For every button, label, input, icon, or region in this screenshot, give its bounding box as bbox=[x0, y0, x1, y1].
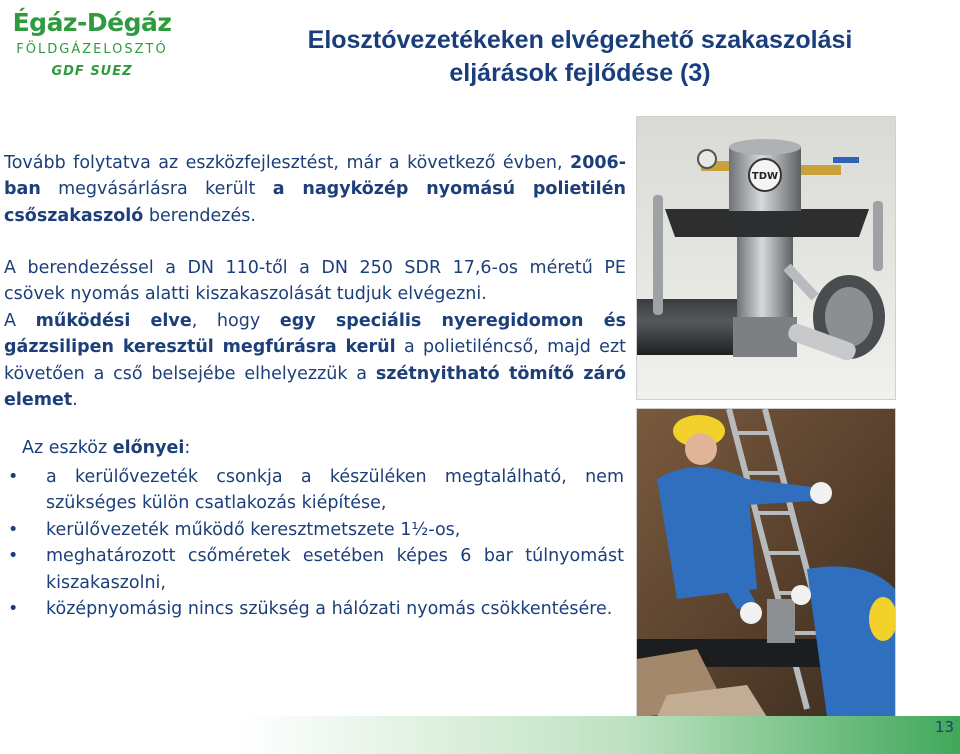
text-bold: egy speciális nyeregidomon és gázzsilipen keresztül megfúrásra kerül bbox=[4, 311, 626, 358]
intro-paragraph bbox=[4, 150, 626, 229]
page-number: 13 bbox=[934, 718, 954, 736]
list-item bbox=[0, 543, 624, 596]
logo-brand: Égáz-Dégáz bbox=[12, 8, 172, 37]
tdw-label: TDW bbox=[751, 171, 779, 182]
footer-bar bbox=[0, 716, 960, 754]
text-run: megvásárlásra került bbox=[40, 179, 273, 200]
list-item bbox=[0, 517, 624, 543]
list-item-text: a kerülővezeték csonkja a készüléken megtalálható, nem szükséges külön csatlakozás kiépítése, bbox=[46, 467, 624, 514]
principle-paragraph bbox=[4, 308, 626, 414]
text-bold: a nagyközép nyomású polietilén csőszakaszoló bbox=[4, 179, 626, 226]
bullet-icon: • bbox=[8, 519, 19, 540]
text-run: A bbox=[4, 311, 36, 331]
text-run: , hogy bbox=[191, 311, 280, 331]
slide-title-line1: Elosztóvezetékeken elvégezhető szakaszolási bbox=[307, 26, 853, 54]
slide-title bbox=[240, 24, 920, 90]
text-bold: működési elve bbox=[35, 311, 192, 331]
advantages-heading bbox=[22, 438, 190, 458]
workers-photo bbox=[636, 408, 896, 718]
list-item-text: középnyomásig nincs szükség a hálózati nyomás csökkentésére. bbox=[46, 599, 613, 620]
bullet-icon: • bbox=[8, 599, 19, 620]
bullet-icon: • bbox=[8, 546, 19, 567]
bullet-icon: • bbox=[8, 467, 19, 487]
list-item bbox=[0, 464, 624, 517]
logo-group: GDF SUEZ bbox=[51, 64, 133, 79]
slide-title-line2: eljárások fejlődése (3) bbox=[449, 59, 711, 87]
advantages-list bbox=[0, 464, 624, 622]
company-logo bbox=[12, 8, 172, 88]
list-item bbox=[0, 596, 624, 622]
list-item-text: meghatározott csőméretek esetében képes 6 bar túlnyomást kiszakaszolni, bbox=[46, 546, 624, 593]
text-bold: előnyei bbox=[112, 438, 185, 458]
text-bold: 2006-ban bbox=[4, 153, 626, 200]
pipe-stopper-device-image bbox=[637, 117, 895, 399]
workers-in-trench-image bbox=[637, 409, 895, 717]
range-text: A berendezéssel a DN 110-től a DN 250 SDR 17,6-os méretű PE csövek nyomás alatti kiszakaszolását tudjuk elvégezni. bbox=[4, 258, 626, 305]
device-photo bbox=[636, 116, 896, 400]
text-run: Tovább folytatva az eszközfejlesztést, már a következő évben, bbox=[4, 153, 571, 173]
text-run: Az eszköz bbox=[22, 438, 113, 458]
text-bold: szétnyitható tömítő záró elemet bbox=[4, 363, 626, 411]
text-run: berendezés. bbox=[143, 205, 256, 226]
list-item-text: kerülővezeték működő keresztmetszete 1½-os, bbox=[46, 519, 461, 540]
range-paragraph bbox=[4, 255, 626, 308]
text-run: a polietiléncső, majd ezt követően a cső belsejébe elhelyezzük a bbox=[4, 337, 626, 384]
text-run: . bbox=[72, 390, 78, 411]
logo-subtitle: FÖLDGÁZELOSZTÓ bbox=[16, 42, 168, 57]
text-run: : bbox=[184, 438, 191, 458]
